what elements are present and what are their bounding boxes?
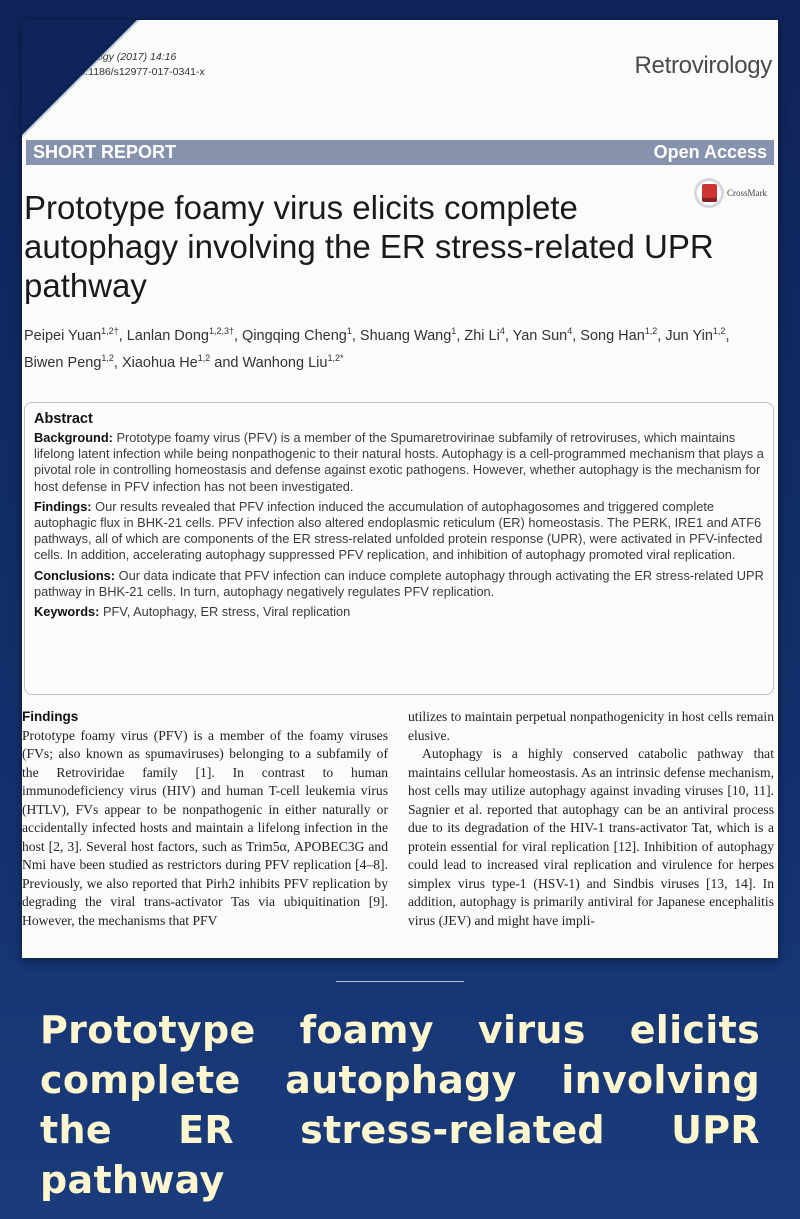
open-access-label: Open Access xyxy=(653,142,767,162)
abstract-findings xyxy=(34,499,764,564)
body-paragraph: utilizes to maintain perpetual nonpathogenicity in host cells remain elusive. xyxy=(408,709,774,743)
authors-line-1: Peipei Yuan$^{1,2\dagger}$, Lanlan Dong$^{1,2,3\dagger}$, Qingqing Cheng$^1$, Shuang Wang$^1$, Zhi Li$^4$, Yan Sun$^4$, Song Han$^{1,2}$, Jun Yin$^{1,2}$, xyxy=(24,326,730,344)
body-column-left xyxy=(22,708,388,930)
caption-divider xyxy=(336,981,464,982)
abstract-heading: Abstract xyxy=(34,411,93,427)
keywords-text: PFV, Autophagy, ER stress, Viral replication xyxy=(102,604,351,620)
paper-page xyxy=(22,20,778,958)
background-text: Prototype foamy virus (PFV) is a member of the Spumaretrovirinae subfamily of retroviruses, which maintains lifelong latent infection while being nonpathogenic to their natural hosts. Autophagy is a cell-programmed mechanism that plays a pivotal role in controlling homeostasis and defense against exotic pathogens. However, whether autophagy is the mechanism for host defense in PFV infection has not been investigated. xyxy=(34,430,764,494)
author-list xyxy=(24,320,769,374)
body-columns xyxy=(22,708,778,930)
page-curl xyxy=(22,20,137,135)
citation: Retrovirology (2017) 14:16 xyxy=(52,51,177,63)
findings-text: Our results revealed that PFV infection induced the accumulation of autophagosomes and triggered complete autophagic flux in BHK-21 cells. PFV infection also altered endoplasmic reticulum (ER) homeostasis. The PERK, IRE1 and ATF6 pathways, all of which are components of the ER stress-related unfolded protein response (UPR), were activated in PFV-infected cells. In addition, accelerating autophagy suppressed PFV replication, and inhibition of autophagy promoted viral replication. xyxy=(34,498,763,563)
body-paragraph: Autophagy is a highly conserved catabolic pathway that maintains cellular homeostasis. As an intrinsic defense mechanism, host cells may utilize autophagy against invading viruses [10, 11]. Sagnier et al. reported that autophagy can be an antiviral process due to its degradation of the HIV-1 trans-activator Tat, which is a protein essential for viral replication [12]. Inhibition of autophagy could lead to increased viral replication and virulence for herpes simplex virus type-1 (HSV-1) and Sindbis viruses [13, 14]. In addition, autophagy is primarily antiviral for Japanese encephalitis virus (JEV) and might have impli- xyxy=(408,746,774,928)
journal-name: Retrovirology xyxy=(634,52,772,79)
paper-title: Prototype foamy virus elicits complete autophagy involving the ER stress-related UPR pathway xyxy=(24,189,714,304)
article-type: SHORT REPORT xyxy=(33,142,177,162)
conclusions-label: Conclusions: xyxy=(34,567,116,583)
abstract-keywords xyxy=(34,604,764,620)
abstract-conclusions xyxy=(34,568,764,600)
authors-line-2: Biwen Peng$^{1,2}$, Xiaohua He$^{1,2}$ and Wanhong Liu$^{1,2*}$ xyxy=(24,352,344,371)
body-paragraph: Prototype foamy virus (PFV) is a member of the foamy viruses (FVs; also known as spumaviruses) belonging to a subfamily of the Retroviridae family [1]. In contrast to human immunodeficiency virus (HIV) and human T-cell leukemia virus (HTLV), FVs appear to be nonpathogenic in either naturally or accidentally infected hosts and maintain a lifelong infection in the host [2, 3]. Several host factors, such as Trim5α, APOBEC3G and Nmi have been studied as restrictors during PFV replication [4–8]. Previously, we also reported that Pirh2 inhibits PFV replication by degrading the viral trans-activator Tas via ubiquitination [9]. However, the mechanisms that PFV xyxy=(22,727,388,928)
keywords-label: Keywords: xyxy=(34,604,100,620)
abstract-background xyxy=(34,430,764,495)
caption-title: Prototype foamy virus elicits complete autophagy involving the ER stress-related UPR pathway xyxy=(40,1008,760,1202)
doi: DOI 10.1186/s12977-017-0341-x xyxy=(52,66,205,78)
background-label: Background: xyxy=(34,430,113,445)
findings-heading: Findings xyxy=(22,709,79,724)
body-column-right xyxy=(408,708,774,930)
conclusions-text: Our data indicate that PFV infection can induce complete autophagy through activating the ER stress-related UPR pathway in BHK-21 cells. In turn, autophagy negatively regulates PFV replication. xyxy=(34,567,764,599)
article-type-banner xyxy=(26,140,774,165)
crossmark-label: CrossMark xyxy=(727,188,767,198)
abstract-box xyxy=(24,402,774,695)
findings-label: Findings: xyxy=(34,498,92,514)
